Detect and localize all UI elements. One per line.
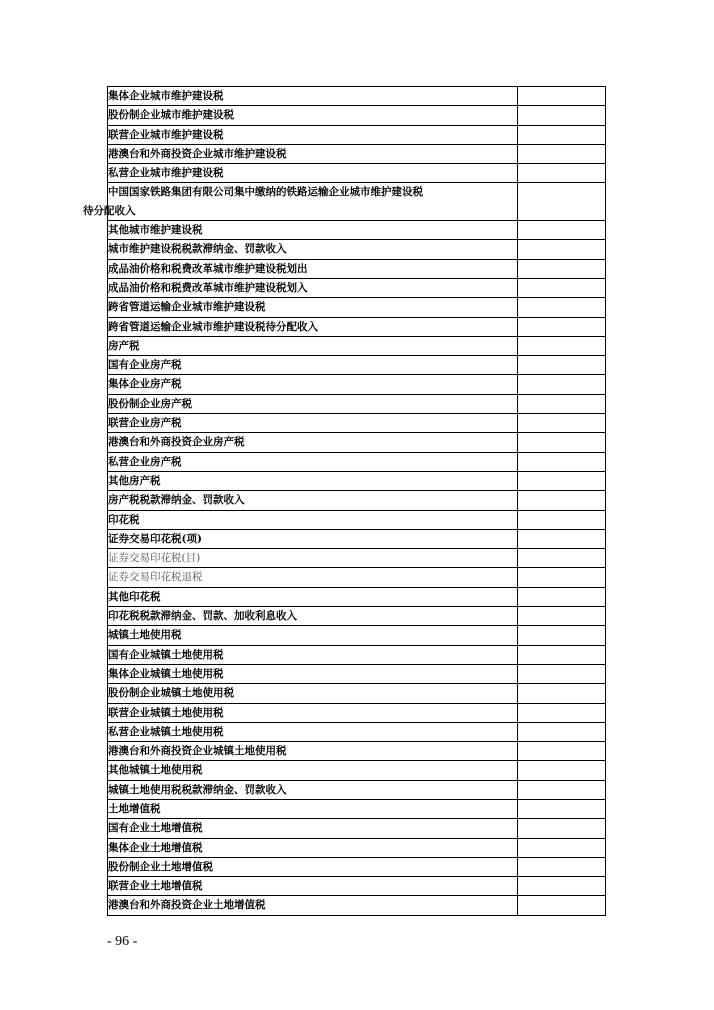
table-row [108,491,606,510]
subject-name-cell [108,106,518,125]
subject-name-cell [108,164,518,183]
table-row [108,164,606,183]
subject-name: 港澳台和外商投资企业城市维护建设税 [108,147,287,160]
subject-name-cell [108,87,518,106]
amount-cell [518,278,606,297]
table-row [108,221,606,240]
subject-name: 城镇土地使用税 [108,629,182,642]
amount-cell [518,317,606,336]
amount-cell [518,607,606,626]
subject-name-cell [108,857,518,876]
amount-cell [518,471,606,490]
amount-cell [518,877,606,896]
subject-name: 集体企业房产税 [108,378,182,391]
subject-name-cell [108,471,518,490]
budget-subject-table [83,86,606,916]
subject-name: 成品油价格和税费改革城市维护建设税划入 [108,281,308,294]
subject-name-cell [108,529,518,548]
amount-cell [518,684,606,703]
subject-name: 国有企业土地增值税 [108,822,203,835]
table-row [108,87,606,106]
table-row [108,645,606,664]
subject-name-cell [108,780,518,799]
subject-name-cell [108,452,518,471]
subject-name-cell [108,896,518,915]
subject-name-cell [108,819,518,838]
subject-name-cell [108,298,518,317]
subject-name-cell [108,722,518,741]
subject-name: 私营企业房产税 [108,455,182,468]
subject-name-cell [108,491,518,510]
subject-name: 集体企业城镇土地使用税 [108,667,224,680]
subject-name-cell [108,568,518,587]
subject-name: 股份制企业房产税 [108,397,192,410]
amount-cell [518,491,606,510]
table-row [108,568,606,587]
subject-name-cell [108,703,518,722]
subject-name-cell [108,414,518,433]
subject-name: 联营企业土地增值税 [108,880,203,893]
subject-name: 城镇土地使用税税款滞纳金、罚款收入 [108,783,287,796]
amount-cell [518,452,606,471]
subject-name: 私营企业城市维护建设税 [108,167,224,180]
table-row [108,259,606,278]
amount-cell [518,819,606,838]
subject-name-cell [108,761,518,780]
page-number: - 96 - [107,934,138,949]
amount-cell [518,645,606,664]
table-row [108,394,606,413]
subject-name: 其他城市维护建设税 [108,224,203,237]
subject-name-continuation: 待分配收入 [83,204,136,217]
amount-cell [518,106,606,125]
amount-cell [518,838,606,857]
table-row [108,780,606,799]
subject-name: 其他城镇土地使用税 [108,764,203,777]
amount-cell [518,356,606,375]
subject-name-cell [108,317,518,336]
amount-cell [518,780,606,799]
amount-cell [518,144,606,163]
table-row [108,183,606,221]
subject-name-cell [83,183,518,221]
subject-name-cell [108,664,518,683]
subject-name-cell [108,433,518,452]
table-row [108,317,606,336]
amount-cell [518,761,606,780]
subject-name: 房产税税款滞纳金、罚款收入 [108,494,245,507]
table-row [108,414,606,433]
subject-name: 印花税税款滞纳金、罚款、加收利息收入 [108,610,297,623]
subject-name: 城市维护建设税税款滞纳金、罚款收入 [108,243,287,256]
amount-cell [518,336,606,355]
subject-name: 成品油价格和税费改革城市维护建设税划出 [108,262,308,275]
subject-name: 联营企业房产税 [108,417,182,430]
table-row [108,510,606,529]
subject-name: 港澳台和外商投资企业城镇土地使用税 [108,745,287,758]
table-row [108,529,606,548]
subject-name-cell [108,394,518,413]
subject-name: 股份制企业城市维护建设税 [108,109,234,122]
subject-name-cell [108,240,518,259]
amount-cell [518,259,606,278]
subject-name: 国有企业城镇土地使用税 [108,648,224,661]
subject-name: 证券交易印花税(项) [108,532,202,545]
table-row [108,587,606,606]
amount-cell [518,664,606,683]
amount-cell [518,240,606,259]
table-row [108,761,606,780]
amount-cell [518,221,606,240]
amount-cell [518,87,606,106]
table-body [83,87,606,916]
amount-cell [518,164,606,183]
amount-cell [518,799,606,818]
subject-name-cell [108,626,518,645]
subject-name: 房产税 [108,339,140,352]
table-row [108,144,606,163]
subject-name: 集体企业城市维护建设税 [108,90,224,102]
subject-name: 联营企业城镇土地使用税 [108,706,224,719]
subject-name-cell [108,607,518,626]
subject-name-cell [108,742,518,761]
table-row [108,471,606,490]
subject-name-cell [108,645,518,664]
subject-name: 其他房产税 [108,474,161,487]
amount-cell [518,125,606,144]
table-row [108,703,606,722]
subject-name-cell [108,278,518,297]
subject-name: 土地增值税 [108,802,161,815]
subject-name: 股份制企业城镇土地使用税 [108,687,234,700]
subject-name-cell [108,549,518,568]
table-row [108,626,606,645]
table-row [108,664,606,683]
subject-name-cell [108,221,518,240]
table-row [108,607,606,626]
subject-name: 跨省管道运输企业城市维护建设税待分配收入 [108,320,318,333]
table-row [108,452,606,471]
amount-cell [518,375,606,394]
subject-name-cell [108,125,518,144]
amount-cell [518,298,606,317]
subject-name-cell [108,510,518,529]
amount-cell [518,857,606,876]
amount-cell [518,414,606,433]
subject-name: 跨省管道运输企业城市维护建设税 [108,301,266,314]
table-row [108,356,606,375]
subject-name-cell [108,259,518,278]
subject-name-cell [108,838,518,857]
subject-name: 私营企业城镇土地使用税 [108,725,224,738]
table-row [108,278,606,297]
subject-name: 证券交易印花税退税 [108,571,203,584]
subject-name-cell [108,799,518,818]
subject-name-cell [108,144,518,163]
amount-cell [518,568,606,587]
subject-name-cell [108,684,518,703]
subject-name: 港澳台和外商投资企业土地增值税 [108,899,266,912]
amount-cell [518,183,606,221]
subject-name-cell [108,877,518,896]
amount-cell [518,703,606,722]
subject-name: 印花税 [108,513,140,526]
table-row [108,433,606,452]
table-row [108,375,606,394]
amount-cell [518,529,606,548]
table-row [108,722,606,741]
table-row [108,298,606,317]
table-row [108,106,606,125]
table-row [108,799,606,818]
table-row [108,857,606,876]
table-row [108,684,606,703]
subject-name-cell [108,587,518,606]
subject-name: 联营企业城市维护建设税 [108,128,224,141]
table-row [108,742,606,761]
table-row [108,240,606,259]
table-row [108,125,606,144]
amount-cell [518,433,606,452]
subject-name: 股份制企业土地增值税 [108,860,213,873]
amount-cell [518,587,606,606]
amount-cell [518,722,606,741]
amount-cell [518,626,606,645]
amount-cell [518,394,606,413]
subject-name: 证券交易印花税(目) [108,552,201,565]
table-row [108,896,606,915]
amount-cell [518,742,606,761]
subject-name: 其他印花税 [108,590,161,603]
table-row [108,549,606,568]
amount-cell [518,896,606,915]
amount-cell [518,510,606,529]
subject-name-cell [108,356,518,375]
subject-name: 国有企业房产税 [108,359,182,372]
subject-name: 港澳台和外商投资企业房产税 [108,436,245,449]
table-row [108,877,606,896]
table-row [108,838,606,857]
table-row [108,819,606,838]
subject-name: 中国国家铁路集团有限公司集中缴纳的铁路运输企业城市维护建设税 [108,186,423,199]
amount-cell [518,549,606,568]
subject-name: 集体企业土地增值税 [108,841,203,854]
subject-name-cell [108,336,518,355]
table-row [108,336,606,355]
subject-name-cell [108,375,518,394]
